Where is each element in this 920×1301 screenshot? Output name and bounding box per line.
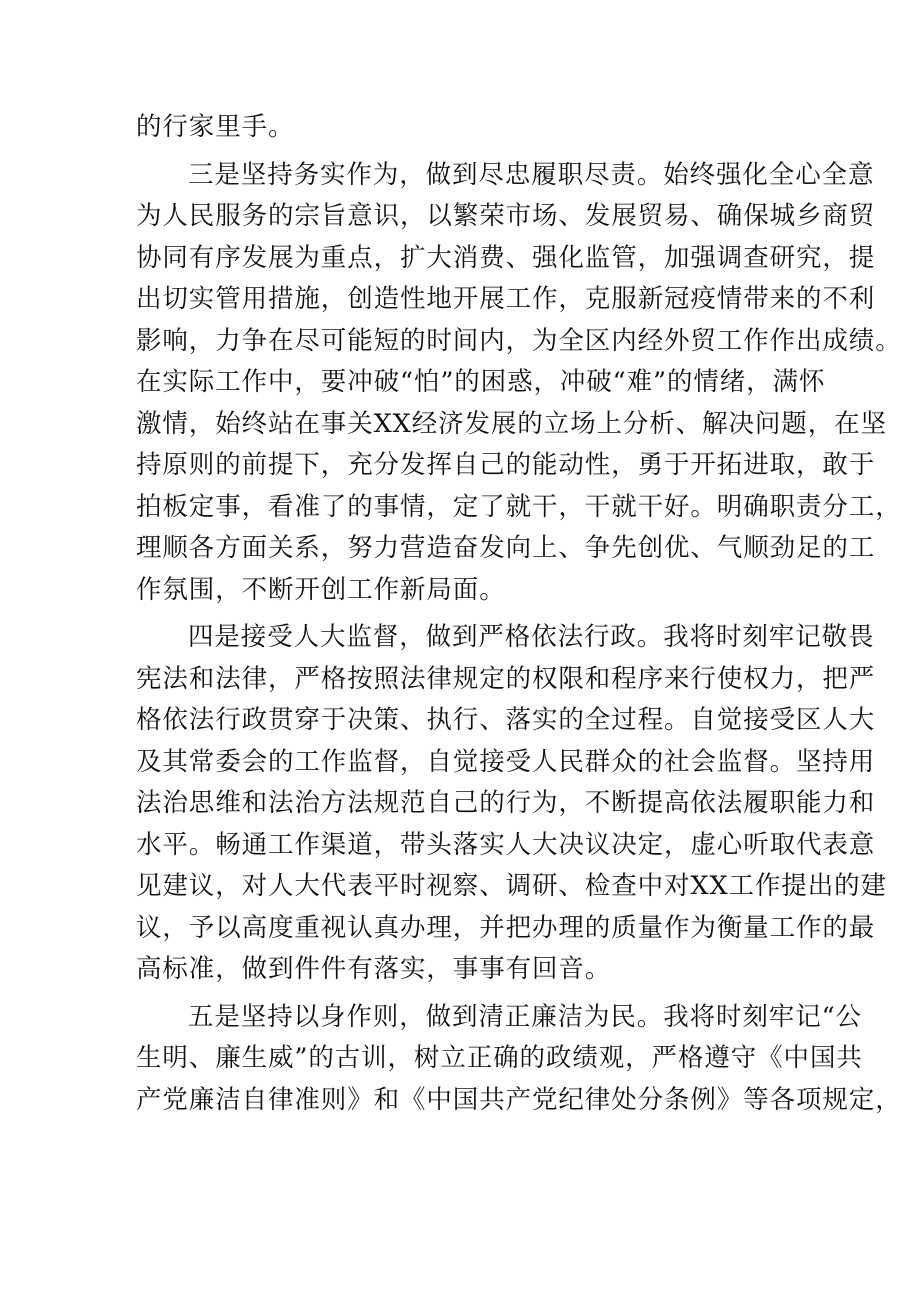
- paragraph-4-line-8: 议，予以高度重视认真办理，并把办理的质量作为衡量工作的最: [136, 912, 876, 943]
- paragraph-4-line-4: 及其常委会的工作监督，自觉接受人民群众的社会监督。坚持用: [136, 746, 876, 777]
- paragraph-3-line-10: 理顺各方面关系，努力营造奋发向上、争先创优、气顺劲足的工: [136, 533, 876, 563]
- paragraph-4-line-6: 水平。畅通工作渠道，带头落实人大决议决定，虚心听取代表意: [136, 829, 876, 860]
- paragraph-3-line-5: 影响，力争在尽可能短的时间内，为全区内经外贸工作作出成绩。: [136, 325, 902, 356]
- paragraph-4-line-5: 法治思维和法治方法规范自己的行为，不断提高依法履职能力和: [136, 788, 876, 818]
- paragraph-3-line-6: 在实际工作中，要冲破“怕”的困惑，冲破“难”的情绪，满怀: [136, 367, 826, 397]
- paragraph-3-line-11: 作氛围，不断开创工作新局面。: [136, 574, 506, 605]
- paragraph-3-line-9: 拍板定事，看准了的事情，定了就干，干就干好。明确职责分工，: [136, 491, 902, 522]
- paragraph-3-line-2: 为人民服务的宗旨意识，以繁荣市场、发展贸易、确保城乡商贸: [136, 201, 876, 231]
- paragraph-3-line-7: 激情，始终站在事关XX经济发展的立场上分析、解决问题，在坚: [136, 408, 887, 439]
- text-line-1: 的行家里手。: [136, 112, 295, 142]
- paragraph-3-line-8: 持原则的前提下，充分发挥自己的能动性，勇于开拓进取，敢于: [136, 450, 876, 480]
- paragraph-4-line-2: 宪法和法律，严格按照法律规定的权限和程序来行使权力，把严: [136, 663, 876, 694]
- paragraph-4-line-7: 见建议，对人大代表平时视察、调研、检查中对XX工作提出的建: [136, 871, 887, 901]
- paragraph-3-line-1: 三是坚持务实作为，做到尽忠履职尽责。始终强化全心全意: [188, 159, 875, 190]
- paragraph-4-line-3: 格依法行政贯穿于决策、执行、落实的全过程。自觉接受区人大: [136, 705, 876, 735]
- paragraph-3-line-3: 协同有序发展为重点，扩大消费、强化监管，加强调查研究，提: [136, 242, 876, 273]
- paragraph-4-line-9: 高标准，做到件件有落实，事事有回音。: [136, 954, 612, 984]
- paragraph-5-line-1: 五是坚持以身作则，做到清正廉洁为民。我将时刻牢记“公: [188, 1001, 862, 1032]
- paragraph-5-line-3: 产党廉洁自律准则》和《中国共产党纪律处分条例》等各项规定，: [136, 1084, 902, 1115]
- paragraph-5-line-2: 生明、廉生威”的古训，树立正确的政绩观，严格遵守《中国共: [136, 1043, 863, 1073]
- paragraph-4-line-1: 四是接受人大监督，做到严格依法行政。我将时刻牢记敬畏: [188, 622, 875, 652]
- body-text: [136, 107, 902, 1121]
- paragraph-3-line-4: 出切实管用措施，创造性地开展工作，克服新冠疫情带来的不利: [136, 284, 876, 314]
